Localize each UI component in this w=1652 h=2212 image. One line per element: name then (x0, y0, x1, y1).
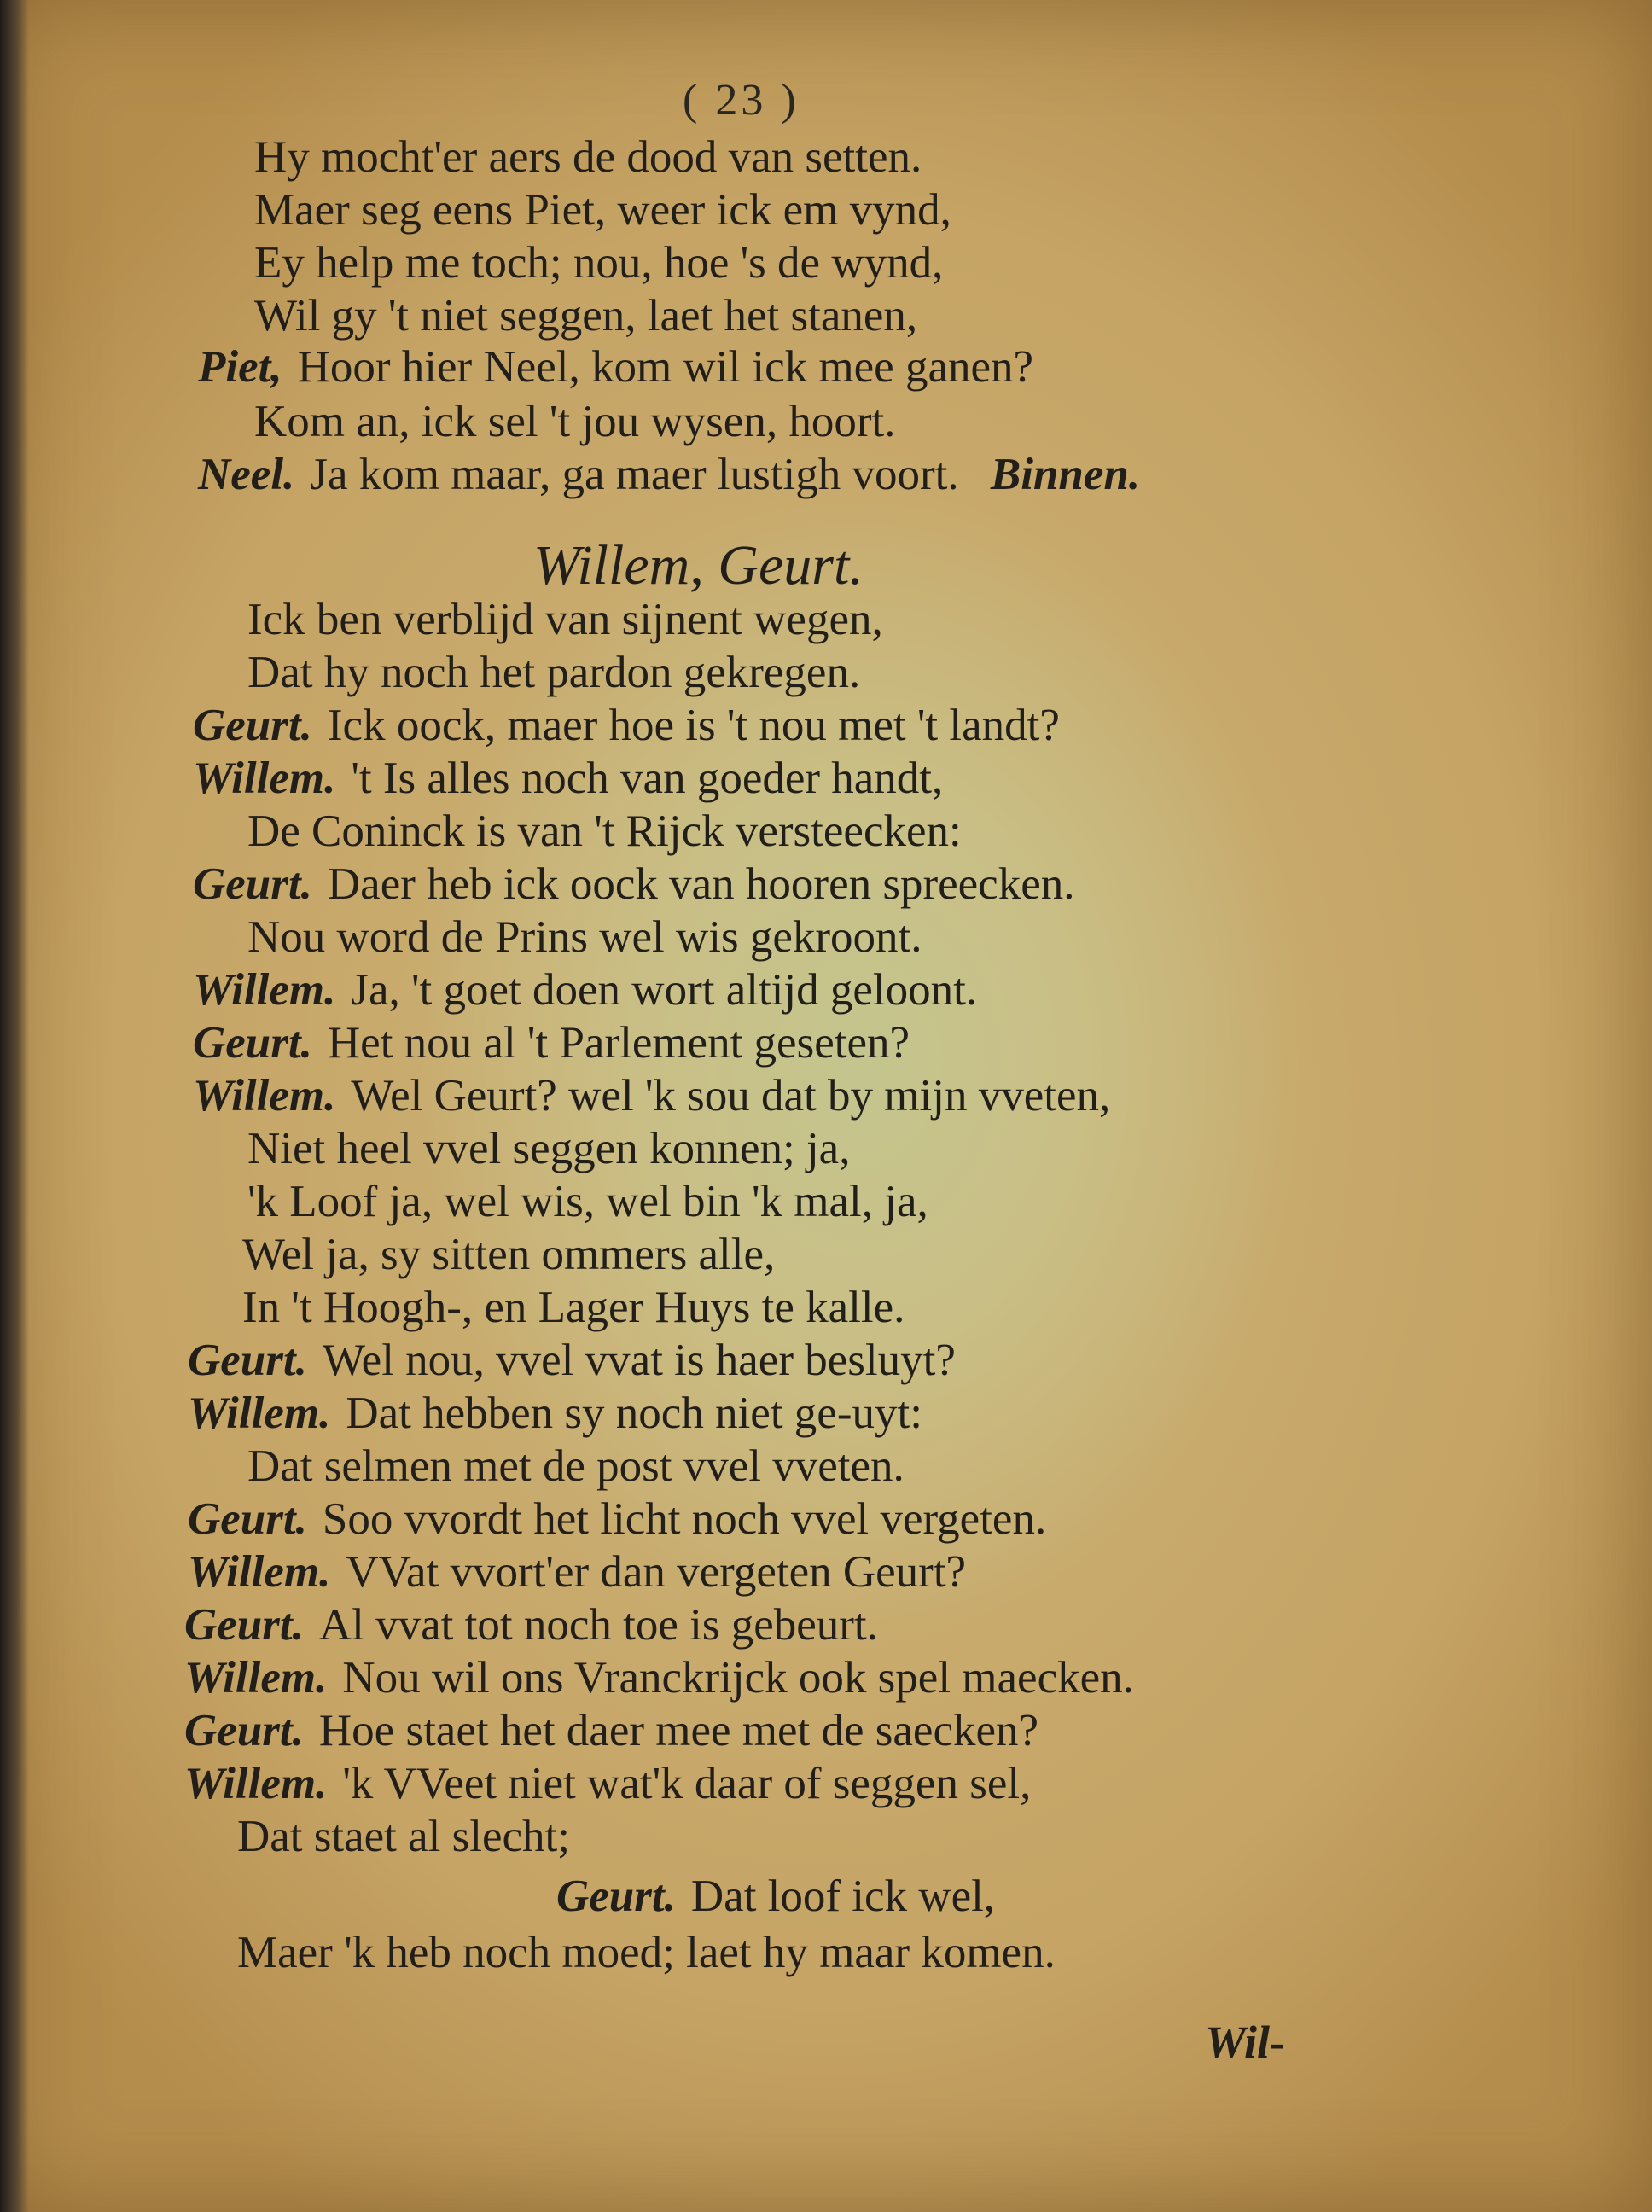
verse-line (188, 1494, 1047, 1544)
verse-line (193, 965, 978, 1015)
verse-text: Wil gy 't niet seggen, laet het stanen, (254, 291, 918, 341)
verse-line (242, 1232, 775, 1278)
speaker-name: Piet, (198, 342, 282, 392)
verse-text: Hoe staet het daer mee met de saecken? (318, 1706, 1039, 1755)
speaker-name: Willem. (184, 1759, 328, 1808)
verse-text: VVat vvort'er dan vergeten Geurt? (346, 1547, 967, 1597)
verse-line (193, 859, 1075, 909)
verse-line (247, 1441, 905, 1491)
verse-text: Soo vvordt het licht noch vvel vergeten. (322, 1494, 1047, 1544)
verse-line (188, 1388, 922, 1438)
speaker-name: Willem. (184, 1653, 328, 1703)
verse-text: Nou wil ons Vranckrijck ook spel maecken. (342, 1653, 1134, 1703)
verse-line (254, 291, 918, 341)
speaker-name: Geurt. (193, 701, 312, 750)
verse-line (188, 1338, 956, 1383)
verse-line (247, 597, 883, 643)
verse-line (247, 1126, 850, 1172)
speaker-name: Geurt. (188, 1494, 307, 1544)
verse-text: Ick ben verblijd van sijnent wegen, (247, 595, 883, 644)
verse-text: Daer heb ick oock van hooren spreecken. (327, 859, 1075, 909)
verse-text: Kom an, ick sel 't jou wysen, hoort. (254, 397, 896, 446)
speaker-name: Willem. (193, 965, 336, 1015)
speaker-name: Geurt. (556, 1871, 676, 1921)
verse-text: Dat hebben sy noch niet ge-uyt: (346, 1388, 922, 1438)
verse-line (198, 342, 1034, 392)
verse-text: 'k VVeet niet wat'k daar of seggen sel, (342, 1759, 1032, 1808)
speaker-name: Neel. (198, 450, 295, 499)
speaker-name: Willem. (188, 1547, 331, 1597)
speaker-name: Willem. (193, 1071, 336, 1121)
speaker-name: Geurt. (193, 1018, 312, 1068)
verse-text: In 't Hoogh-, en Lager Huys te kalle. (242, 1283, 905, 1332)
verse-line (247, 806, 962, 856)
verse-text: Hy mocht'er aers de dood van setten. (254, 132, 922, 182)
verse-text: Ey help me toch; nou, hoe 's de wynd, (254, 238, 944, 288)
verse-line (242, 1285, 905, 1330)
verse-line (184, 1761, 1031, 1807)
verse-text: Dat selmen met de post vvel vveten. (247, 1441, 905, 1491)
verse-text: De Coninck is van 't Rijck versteecken: (247, 806, 962, 856)
verse-text: Ja kom maar, ga maer lustigh voort. (310, 450, 959, 499)
verse-text: Maer 'k heb noch moed; laet hy maar komen. (237, 1928, 1056, 1977)
verse-line (254, 238, 944, 288)
catchword: Wil- (1205, 2017, 1285, 2068)
verse-text: 'k Loof ja, wel wis, wel bin 'k mal, ja, (247, 1177, 928, 1226)
verse-text: 't Is alles noch van goeder handt, (351, 754, 944, 803)
speaker-name: Geurt. (184, 1706, 304, 1755)
scene-heading: Willem, Geurt. (533, 534, 864, 597)
verse-text: Wel Geurt? wel 'k sou dat by mijn vveten, (351, 1071, 1111, 1121)
verse-text: Dat loof ick wel, (690, 1871, 996, 1921)
verse-line (184, 1708, 1038, 1754)
stage-direction: Binnen. (990, 450, 1141, 499)
verse-line (556, 1871, 996, 1921)
speaker-name: Willem. (193, 754, 336, 803)
verse-line (193, 1018, 910, 1068)
verse-line (237, 1930, 1056, 1976)
verse-text: Wel ja, sy sitten ommers alle, (242, 1230, 776, 1279)
verse-text: Al vvat tot noch toe is gebeurt. (318, 1600, 878, 1650)
verse-text: Wel nou, vvel vvat is haer besluyt? (322, 1336, 956, 1385)
speaker-name: Geurt. (184, 1600, 304, 1650)
verse-line (254, 399, 895, 445)
verse-line (193, 1071, 1111, 1121)
verse-text: Ick oock, maer hoe is 't nou met 't landt? (327, 701, 1060, 750)
verse-text: Ja, 't goet doen wort altijd geloont. (351, 965, 978, 1015)
verse-text: Maer seg eens Piet, weer ick em vynd, (254, 185, 951, 235)
verse-text: Het nou al 't Parlement geseten? (327, 1018, 910, 1068)
verse-line (247, 650, 860, 696)
verse-line (193, 703, 1060, 748)
verse-text: Hoor hier Neel, kom wil ick mee ganen? (297, 342, 1034, 392)
page-number: ( 23 ) (683, 76, 800, 125)
verse-line (247, 912, 922, 962)
verse-text: Dat staet al slecht; (237, 1812, 570, 1861)
speaker-name: Geurt. (193, 859, 312, 909)
verse-line (184, 1600, 878, 1650)
verse-text: Niet heel vvel seggen konnen; ja, (247, 1124, 851, 1173)
verse-line (198, 452, 1140, 498)
verse-line (184, 1653, 1134, 1703)
verse-line (254, 132, 922, 182)
speaker-name: Willem. (188, 1388, 331, 1438)
verse-text: Dat hy noch het pardon gekregen. (247, 648, 861, 697)
verse-line (254, 185, 951, 235)
verse-line (193, 756, 943, 801)
verse-line (237, 1814, 570, 1860)
verse-line (188, 1547, 967, 1597)
speaker-name: Geurt. (188, 1336, 307, 1385)
book-gutter (0, 0, 29, 2212)
verse-text: Nou word de Prins wel wis gekroont. (247, 912, 922, 962)
verse-line (247, 1179, 928, 1225)
